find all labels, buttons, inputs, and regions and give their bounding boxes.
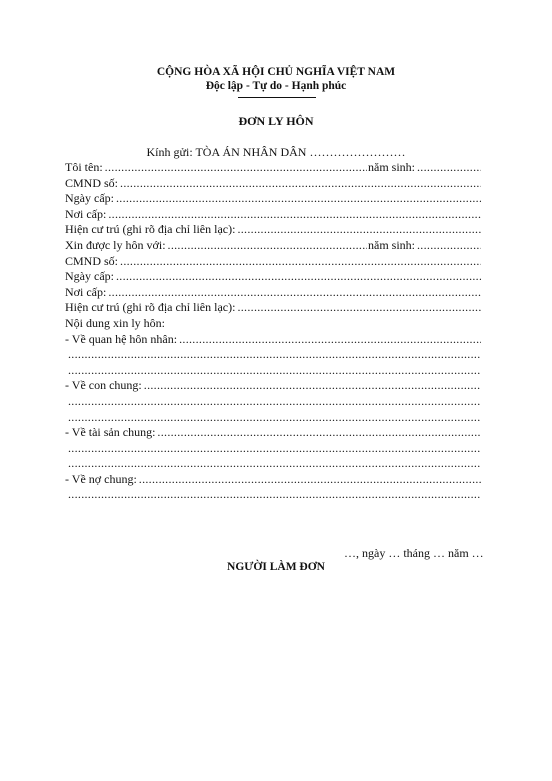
marriage-continuation-line [65,363,481,379]
divorce-with-label: Xin được ly hôn với: [65,237,166,252]
debt-blank-2 [68,487,481,503]
marriage-row [65,332,481,348]
property-blank-2 [68,441,481,457]
form-fields [65,160,481,503]
spouse-id-row [65,254,481,270]
spouse-issue-place-row [65,285,481,301]
property-row [65,425,481,441]
debt-blank [139,472,481,488]
property-blank-3 [68,456,481,472]
motto-header: Độc lập - Tự do - Hạnh phúc [205,80,347,92]
debt-row [65,472,481,488]
document-title: ĐƠN LY HÔN [238,114,314,128]
name-label: Tôi tên: [65,160,103,174]
id-label: CMND số: [65,175,119,190]
marriage-blank-3 [68,363,481,379]
marriage-blank [179,332,481,348]
spouse-issue-place-label: Nơi cấp: [65,284,107,299]
recipient-line: Kính gửi: TÒA ÁN NHÂN DÂN …………………… [146,145,406,159]
date-line: …, ngày … tháng … năm … [344,546,484,560]
spouse-id-label: CMND số: [65,253,119,268]
spouse-issue-date-blank [116,269,481,285]
marriage-label: - Về quan hệ hôn nhân: [65,331,178,346]
property-blank [157,425,481,441]
issue-date-row [65,191,481,207]
issue-date-label: Ngày cấp: [65,191,114,206]
marriage-blank-2 [68,347,481,363]
name-row [65,160,481,176]
property-continuation-line [65,456,481,472]
residence-label: Hiện cư trú (ghi rõ địa chỉ liên lạc): [65,222,236,237]
issue-place-row [65,207,481,223]
spouse-birth-year-blank [417,238,481,254]
motto-underline [238,97,316,98]
residence-blank [237,222,481,238]
id-row [65,176,481,192]
issue-date-blank [116,191,481,207]
republic-header: CỘNG HÒA XÃ HỘI CHỦ NGHĨA VIỆT NAM [156,66,396,78]
id-blank [120,176,481,192]
spouse-id-blank [120,254,481,270]
spouse-residence-row [65,300,481,316]
spouse-issue-place-blank [108,285,481,301]
divorce-with-row [65,238,481,254]
debt-label: - Về nợ chung: [65,471,137,486]
children-row [65,378,481,394]
property-continuation-line [65,441,481,457]
content-row [65,316,481,332]
spouse-issue-date-row [65,269,481,285]
children-blank-3 [68,410,481,426]
spouse-issue-date-label: Ngày cấp: [65,269,114,284]
name-blank [105,160,367,176]
issue-place-label: Nơi cấp: [65,206,107,221]
spouse-residence-blank [237,300,481,316]
signer-label: NGƯỜI LÀM ĐƠN [227,561,325,573]
children-blank-2 [68,394,481,410]
issue-place-blank [108,207,481,223]
birth-year-blank [417,160,481,176]
children-blank [144,378,481,394]
spouse-residence-label: Hiện cư trú (ghi rõ địa chỉ liên lạc): [65,300,236,315]
birth-year-label: năm sinh: [368,160,415,174]
children-continuation-line [65,410,481,426]
children-continuation-line [65,394,481,410]
divorce-with-blank [168,238,367,254]
marriage-continuation-line [65,347,481,363]
content-label: Nội dung xin ly hôn: [65,315,166,330]
children-label: - Về con chung: [65,378,142,393]
property-label: - Về tài sản chung: [65,425,156,440]
debt-continuation-line [65,487,481,503]
residence-row [65,222,481,238]
spouse-birth-year-label: năm sinh: [368,237,415,252]
